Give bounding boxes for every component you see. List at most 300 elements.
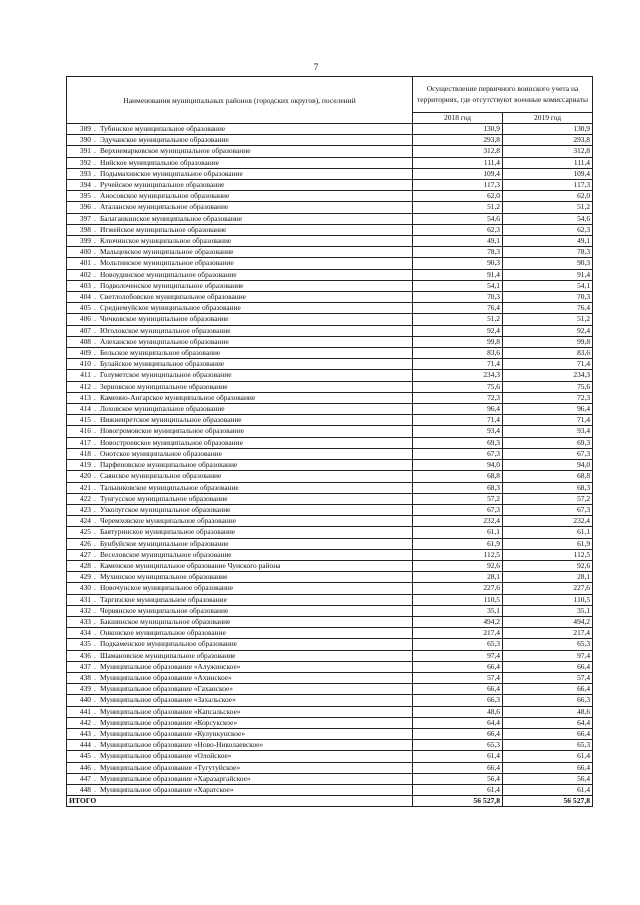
value-2019: 68,3 — [503, 482, 593, 493]
row-number: 431 — [79, 594, 91, 604]
value-2018: 35,1 — [413, 605, 503, 616]
table-row — [67, 336, 593, 347]
value-2019: 494,2 — [503, 616, 593, 627]
municipality-name: Бакшинское муниципальное образование — [100, 616, 231, 626]
row-separator: . — [94, 695, 96, 705]
row-name-cell — [67, 706, 413, 717]
row-separator: . — [94, 191, 96, 201]
row-number: 407 — [79, 325, 91, 335]
table-row — [67, 661, 593, 672]
row-separator: . — [94, 684, 96, 694]
row-number: 421 — [79, 482, 91, 492]
value-2019: 91,4 — [503, 269, 593, 280]
municipality-name: Балаганкинское муниципальное образование — [100, 213, 243, 223]
value-2018: 64,4 — [413, 717, 503, 728]
table-body — [67, 124, 593, 796]
row-name-cell — [67, 359, 413, 370]
row-number: 415 — [79, 415, 91, 425]
municipality-name: Новочунское муниципальное образование — [100, 583, 234, 593]
table-row — [67, 773, 593, 784]
row-number: 448 — [79, 784, 91, 794]
row-name-cell — [67, 605, 413, 616]
row-name-cell — [67, 751, 413, 762]
row-name-cell — [67, 493, 413, 504]
value-2019: 57,4 — [503, 672, 593, 683]
municipality-name: Муниципальное образование «Харатское» — [100, 784, 234, 794]
value-2019: 76,4 — [503, 303, 593, 314]
row-separator: . — [94, 258, 96, 268]
row-name-cell — [67, 135, 413, 146]
row-separator: . — [94, 213, 96, 223]
value-2019: 51,2 — [503, 202, 593, 213]
total-2019: 56 527,8 — [503, 796, 593, 807]
row-number: 402 — [79, 269, 91, 279]
row-separator: . — [94, 348, 96, 358]
value-2018: 111,4 — [413, 157, 503, 168]
row-name-cell — [67, 180, 413, 191]
municipality-name: Муниципальное образование «Гаханское» — [100, 684, 233, 694]
table-row — [67, 359, 593, 370]
row-separator: . — [94, 448, 96, 458]
municipality-name: Муниципальное образование «Капсальское» — [100, 706, 241, 716]
value-2019: 51,2 — [503, 314, 593, 325]
row-name-cell — [67, 325, 413, 336]
table-row — [67, 325, 593, 336]
municipality-name: Новостроевское муниципальное образование — [100, 437, 243, 447]
value-2018: 56,4 — [413, 773, 503, 784]
row-separator: . — [94, 269, 96, 279]
row-separator: . — [94, 336, 96, 346]
row-separator: . — [94, 180, 96, 190]
table-row — [67, 583, 593, 594]
value-2019: 66,3 — [503, 695, 593, 706]
value-2019: 112,5 — [503, 549, 593, 560]
table-row — [67, 784, 593, 795]
value-2018: 70,3 — [413, 292, 503, 303]
row-name-cell — [67, 247, 413, 258]
row-name-cell — [67, 146, 413, 157]
value-2018: 92,6 — [413, 560, 503, 571]
municipality-name: Новоудинское муниципальное образование — [100, 269, 237, 279]
value-2019: 117,3 — [503, 180, 593, 191]
value-2018: 57,4 — [413, 672, 503, 683]
value-2019: 130,9 — [503, 124, 593, 135]
row-separator: . — [94, 224, 96, 234]
name-column-header: Наименования муниципальных районов (городских округов), поселений — [67, 77, 413, 124]
row-separator: . — [94, 359, 96, 369]
row-name-cell — [67, 538, 413, 549]
municipality-name: Веселовское муниципальное образование — [100, 549, 232, 559]
table-row — [67, 460, 593, 471]
row-name-cell — [67, 616, 413, 627]
row-separator: . — [94, 482, 96, 492]
municipality-name: Бунбуйское муниципальное образование — [100, 538, 229, 548]
row-name-cell — [67, 728, 413, 739]
value-2019: 217,4 — [503, 628, 593, 639]
row-name-cell — [67, 392, 413, 403]
table-row — [67, 292, 593, 303]
row-number: 417 — [79, 437, 91, 447]
value-2019: 99,8 — [503, 336, 593, 347]
row-number: 393 — [79, 168, 91, 178]
value-2018: 67,3 — [413, 448, 503, 459]
row-number: 396 — [79, 202, 91, 212]
value-2019: 54,6 — [503, 213, 593, 224]
municipality-name: Тальниковское муниципальное образование — [100, 482, 239, 492]
value-2018: 93,4 — [413, 426, 503, 437]
row-name-cell — [67, 639, 413, 650]
table-row — [67, 236, 593, 247]
row-separator: . — [94, 594, 96, 604]
municipality-name: Каменно-Ангарское муниципальное образование — [100, 392, 256, 402]
municipality-name: Светлолобовское муниципальное образование — [100, 292, 246, 302]
row-separator: . — [94, 728, 96, 738]
row-number: 418 — [79, 448, 91, 458]
municipality-name: Булайское муниципальное образование — [100, 359, 225, 369]
table-row — [67, 168, 593, 179]
municipality-name: Онотское муниципальное образование — [100, 448, 222, 458]
table-row — [67, 157, 593, 168]
row-separator: . — [94, 460, 96, 470]
municipality-name: Новогромовское муниципальное образование — [100, 426, 244, 436]
row-name-cell — [67, 157, 413, 168]
table-row — [67, 572, 593, 583]
row-number: 429 — [79, 572, 91, 582]
municipality-name: Муниципальное образование «Ново-Николаевское» — [100, 740, 264, 750]
table-row — [67, 672, 593, 683]
value-2019: 110,5 — [503, 594, 593, 605]
value-2018: 68,8 — [413, 471, 503, 482]
row-name-cell — [67, 773, 413, 784]
table-row — [67, 370, 593, 381]
value-2018: 61,4 — [413, 751, 503, 762]
municipality-name: Аталанское муниципальное образование — [100, 202, 229, 212]
value-2018: 130,9 — [413, 124, 503, 135]
municipality-name: Лоховское муниципальное образование — [100, 404, 225, 414]
value-2018: 71,4 — [413, 415, 503, 426]
row-separator: . — [94, 605, 96, 615]
municipality-name: Верхнемарковское муниципальное образование — [100, 146, 251, 156]
value-2018: 28,1 — [413, 572, 503, 583]
row-separator: . — [94, 325, 96, 335]
value-2018: 83,6 — [413, 348, 503, 359]
row-separator: . — [94, 247, 96, 257]
row-separator: . — [94, 493, 96, 503]
municipality-name: Мухинское муниципальное образование — [100, 572, 228, 582]
row-separator: . — [94, 549, 96, 559]
value-2019: 75,6 — [503, 381, 593, 392]
table-row — [67, 303, 593, 314]
row-number: 416 — [79, 426, 91, 436]
value-2019: 97,4 — [503, 650, 593, 661]
table-row — [67, 516, 593, 527]
municipality-name: Юголокское муниципальное образование — [100, 325, 231, 335]
table-row — [67, 628, 593, 639]
row-name-cell — [67, 549, 413, 560]
page-number: 7 — [313, 62, 319, 72]
municipality-name: Голуметское муниципальное образование — [100, 370, 232, 380]
row-name-cell — [67, 583, 413, 594]
value-2018: 72,3 — [413, 392, 503, 403]
row-name-cell — [67, 303, 413, 314]
row-number: 412 — [79, 381, 91, 391]
municipality-name: Эдучанское муниципальное образование — [100, 135, 229, 145]
table-row — [67, 280, 593, 291]
row-number: 408 — [79, 336, 91, 346]
value-2019: 90,3 — [503, 258, 593, 269]
row-number: 419 — [79, 460, 91, 470]
municipality-name: Муниципальное образование «Олойское» — [100, 751, 232, 761]
value-2019: 92,6 — [503, 560, 593, 571]
value-2018: 293,8 — [413, 135, 503, 146]
value-2018: 76,4 — [413, 303, 503, 314]
value-2019: 61,9 — [503, 538, 593, 549]
total-label: ИТОГО — [67, 796, 413, 807]
municipality-name: Баятуринское муниципальное образование — [100, 527, 236, 537]
row-number: 436 — [79, 650, 91, 660]
table-row — [67, 728, 593, 739]
row-name-cell — [67, 213, 413, 224]
row-separator: . — [94, 572, 96, 582]
row-name-cell — [67, 684, 413, 695]
row-name-cell — [67, 784, 413, 795]
row-separator: . — [94, 773, 96, 783]
row-separator: . — [94, 650, 96, 660]
value-2018: 68,3 — [413, 482, 503, 493]
row-name-cell — [67, 560, 413, 571]
row-name-cell — [67, 740, 413, 751]
value-2019: 234,3 — [503, 370, 593, 381]
value-2018: 69,3 — [413, 437, 503, 448]
value-2019: 227,6 — [503, 583, 593, 594]
row-name-cell — [67, 672, 413, 683]
value-2018: 92,4 — [413, 325, 503, 336]
value-2018: 96,4 — [413, 404, 503, 415]
municipality-name: Таргизское муниципальное образование — [100, 594, 227, 604]
table-row — [67, 560, 593, 571]
value-2019: 71,4 — [503, 415, 593, 426]
municipality-name: Нийское муниципальное образование — [100, 157, 219, 167]
row-separator: . — [94, 370, 96, 380]
row-number: 440 — [79, 695, 91, 705]
table-row — [67, 751, 593, 762]
row-name-cell — [67, 527, 413, 538]
value-2018: 66,4 — [413, 661, 503, 672]
table-row — [67, 415, 593, 426]
table-row — [67, 180, 593, 191]
value-2019: 28,1 — [503, 572, 593, 583]
value-2019: 62,0 — [503, 191, 593, 202]
table-row — [67, 594, 593, 605]
table-row — [67, 258, 593, 269]
value-2018: 61,9 — [413, 538, 503, 549]
value-2019: 111,4 — [503, 157, 593, 168]
table-row — [67, 314, 593, 325]
row-number: 410 — [79, 359, 91, 369]
row-number: 437 — [79, 661, 91, 671]
table-row — [67, 404, 593, 415]
row-name-cell — [67, 348, 413, 359]
row-name-cell — [67, 404, 413, 415]
municipality-name: Нижнеиретское муниципальное образование — [100, 415, 242, 425]
row-separator: . — [94, 135, 96, 145]
table-row — [67, 650, 593, 661]
row-name-cell — [67, 695, 413, 706]
value-2019: 61,4 — [503, 784, 593, 795]
municipality-name: Муниципальное образование «Алужинское» — [100, 661, 241, 671]
row-number: 439 — [79, 684, 91, 694]
municipality-name: Муниципальное образование «Кулункунское» — [100, 728, 246, 738]
row-number: 403 — [79, 280, 91, 290]
row-number: 445 — [79, 751, 91, 761]
row-name-cell — [67, 124, 413, 135]
row-separator: . — [94, 426, 96, 436]
table-row — [67, 740, 593, 751]
row-number: 399 — [79, 236, 91, 246]
municipality-name: Алеханское муниципальное образование — [100, 336, 229, 346]
value-2019: 66,4 — [503, 728, 593, 739]
service-column-header: Осуществление первичного воинского учета на территориях, где отсутствуют военные комиссариаты — [413, 77, 593, 113]
row-number: 441 — [79, 706, 91, 716]
municipality-name: Мальцевское муниципальное образование — [100, 247, 234, 257]
row-separator: . — [94, 538, 96, 548]
value-2018: 61,1 — [413, 527, 503, 538]
row-separator: . — [94, 717, 96, 727]
row-separator: . — [94, 168, 96, 178]
row-name-cell — [67, 381, 413, 392]
table-row — [67, 247, 593, 258]
row-separator: . — [94, 392, 96, 402]
row-name-cell — [67, 269, 413, 280]
value-2018: 48,6 — [413, 706, 503, 717]
table-row — [67, 381, 593, 392]
row-number: 411 — [80, 370, 91, 380]
value-2019: 54,1 — [503, 280, 593, 291]
row-number: 426 — [79, 538, 91, 548]
value-2018: 66,4 — [413, 684, 503, 695]
value-2018: 62,0 — [413, 191, 503, 202]
row-number: 424 — [79, 516, 91, 526]
row-number: 446 — [79, 762, 91, 772]
row-number: 400 — [79, 247, 91, 257]
value-2018: 91,4 — [413, 269, 503, 280]
row-separator: . — [94, 672, 96, 682]
row-separator: . — [94, 516, 96, 526]
row-name-cell — [67, 661, 413, 672]
value-2019: 232,4 — [503, 516, 593, 527]
row-name-cell — [67, 370, 413, 381]
row-separator: . — [94, 740, 96, 750]
row-name-cell — [67, 628, 413, 639]
value-2019: 72,3 — [503, 392, 593, 403]
year-2018-header: 2018 год — [413, 112, 503, 123]
municipality-name: Чичковское муниципальное образование — [100, 314, 229, 324]
value-2019: 109,4 — [503, 168, 593, 179]
value-2018: 97,4 — [413, 650, 503, 661]
municipality-name: Муниципальное образование «Корсукское» — [100, 717, 238, 727]
table-row — [67, 213, 593, 224]
value-2018: 62,3 — [413, 224, 503, 235]
value-2019: 312,8 — [503, 146, 593, 157]
value-2018: 227,6 — [413, 583, 503, 594]
municipality-name: Мольтинское муниципальное образование — [100, 258, 234, 268]
table-row — [67, 639, 593, 650]
value-2019: 61,1 — [503, 527, 593, 538]
value-2018: 66,3 — [413, 695, 503, 706]
municipality-name: Подымахинское муниципальное образование — [100, 168, 243, 178]
row-number: 420 — [79, 471, 91, 481]
row-name-cell — [67, 482, 413, 493]
table-row — [67, 538, 593, 549]
value-2018: 90,3 — [413, 258, 503, 269]
value-2019: 78,3 — [503, 247, 593, 258]
table-row — [67, 527, 593, 538]
value-2019: 56,4 — [503, 773, 593, 784]
value-2019: 62,3 — [503, 224, 593, 235]
row-name-cell — [67, 437, 413, 448]
row-name-cell — [67, 572, 413, 583]
row-number: 442 — [79, 717, 91, 727]
municipality-name: Каменское муниципальное образование Чунского района — [100, 560, 281, 570]
table-row — [67, 482, 593, 493]
value-2019: 49,1 — [503, 236, 593, 247]
row-name-cell — [67, 168, 413, 179]
table-row — [67, 616, 593, 627]
total-row — [67, 796, 593, 807]
row-number: 401 — [79, 258, 91, 268]
row-name-cell — [67, 191, 413, 202]
value-2019: 94,0 — [503, 460, 593, 471]
row-name-cell — [67, 314, 413, 325]
value-2018: 51,2 — [413, 314, 503, 325]
value-2018: 117,3 — [413, 180, 503, 191]
row-name-cell — [67, 504, 413, 515]
row-separator: . — [94, 527, 96, 537]
row-separator: . — [94, 784, 96, 794]
row-number: 425 — [79, 527, 91, 537]
table-row — [67, 695, 593, 706]
value-2018: 66,4 — [413, 728, 503, 739]
row-separator: . — [94, 202, 96, 212]
value-2018: 109,4 — [413, 168, 503, 179]
row-number: 394 — [79, 180, 91, 190]
row-number: 422 — [79, 493, 91, 503]
table-row — [67, 392, 593, 403]
table-row — [67, 348, 593, 359]
row-number: 392 — [79, 157, 91, 167]
row-number: 391 — [79, 146, 91, 156]
row-name-cell — [67, 202, 413, 213]
value-2019: 66,4 — [503, 661, 593, 672]
municipality-name: Подкаменское муниципальное образование — [100, 639, 237, 649]
row-separator: . — [94, 280, 96, 290]
row-number: 390 — [79, 135, 91, 145]
table-row — [67, 684, 593, 695]
value-2018: 71,4 — [413, 359, 503, 370]
value-2019: 64,4 — [503, 717, 593, 728]
table-row — [67, 706, 593, 717]
value-2018: 99,8 — [413, 336, 503, 347]
row-number: 405 — [79, 303, 91, 313]
municipality-name: Узколугское муниципальное образование — [100, 504, 231, 514]
row-separator: . — [94, 381, 96, 391]
row-number: 404 — [79, 292, 91, 302]
row-number: 414 — [79, 404, 91, 414]
value-2018: 232,4 — [413, 516, 503, 527]
municipality-name: Шамановское муниципальное образование — [100, 650, 236, 660]
row-separator: . — [94, 751, 96, 761]
row-separator: . — [94, 762, 96, 772]
